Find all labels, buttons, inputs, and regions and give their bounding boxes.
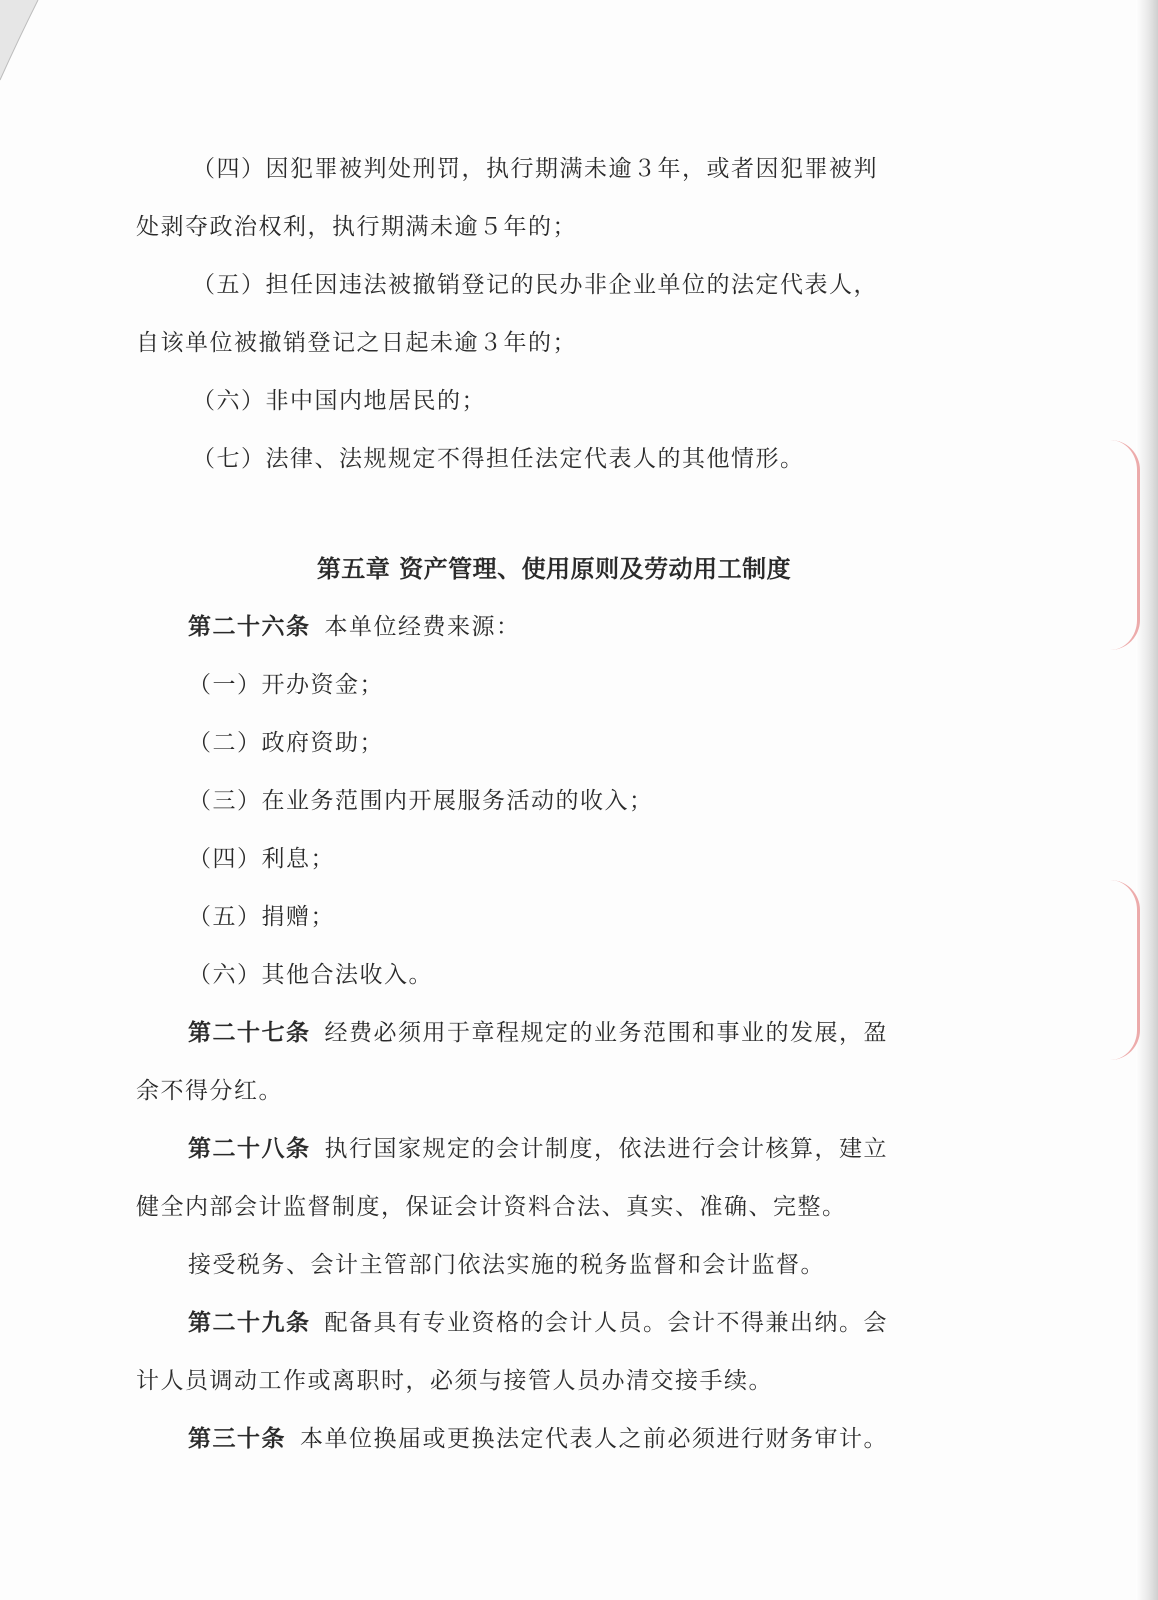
article-29 — [136, 1294, 956, 1352]
document-body — [136, 140, 956, 1468]
article-text: 经费必须用于章程规定的业务范围和事业的发展，盈 — [324, 1020, 888, 1046]
list-item: （七）法律、法规规定不得担任法定代表人的其他情形。 — [192, 446, 805, 472]
list-item: （三）在业务范围内开展服务活动的收入； — [188, 788, 654, 814]
page-edge-shadow — [1136, 0, 1158, 1600]
list-item: （四）因犯罪被判处刑罚，执行期满未逾３年，或者因犯罪被判 — [192, 156, 878, 182]
article-paragraph: 接受税务、会计主管部门依法实施的税务监督和会计监督。 — [188, 1252, 825, 1278]
article-number: 第二十九条 — [188, 1310, 311, 1336]
article-28 — [136, 1120, 956, 1178]
list-item: （六）其他合法收入。 — [188, 962, 433, 988]
article-number: 第二十六条 — [188, 614, 311, 640]
article-text: 配备具有专业资格的会计人员。会计不得兼出纳。会 — [324, 1310, 888, 1336]
list-item: （五）担任因违法被撤销登记的民办非企业单位的法定代表人， — [192, 272, 878, 298]
seal-stamp-fragment — [1101, 880, 1140, 1060]
list-item: （二）政府资助； — [188, 730, 384, 756]
list-item-continuation: 自该单位被撤销登记之日起未逾３年的； — [136, 330, 577, 356]
article-continuation: 计人员调动工作或离职时，必须与接管人员办清交接手续。 — [136, 1368, 773, 1394]
chapter-heading: 第五章 资产管理、使用原则及劳动用工制度 — [316, 555, 792, 583]
article-number: 第二十七条 — [188, 1020, 311, 1046]
article-30 — [136, 1410, 956, 1468]
article-text: 本单位经费来源： — [324, 614, 521, 640]
article-27 — [136, 1004, 956, 1062]
article-number: 第二十八条 — [188, 1136, 311, 1162]
list-item: （六）非中国内地居民的； — [192, 388, 486, 414]
list-item-continuation: 处剥夺政治权利，执行期满未逾５年的； — [136, 214, 577, 240]
article-26 — [136, 598, 956, 656]
list-item: （五）捐赠； — [188, 904, 335, 930]
article-continuation: 健全内部会计监督制度，保证会计资料合法、真实、准确、完整。 — [136, 1194, 847, 1220]
article-number: 第三十条 — [188, 1426, 286, 1452]
list-item: （一）开办资金； — [188, 672, 384, 698]
page-corner-fold — [0, 0, 90, 90]
article-text: 执行国家规定的会计制度，依法进行会计核算，建立 — [324, 1136, 888, 1162]
article-continuation: 余不得分红。 — [136, 1078, 283, 1104]
seal-stamp-fragment — [1101, 440, 1140, 650]
article-text: 本单位换届或更换法定代表人之前必须进行财务审计。 — [300, 1426, 888, 1452]
list-item: （四）利息； — [188, 846, 335, 872]
